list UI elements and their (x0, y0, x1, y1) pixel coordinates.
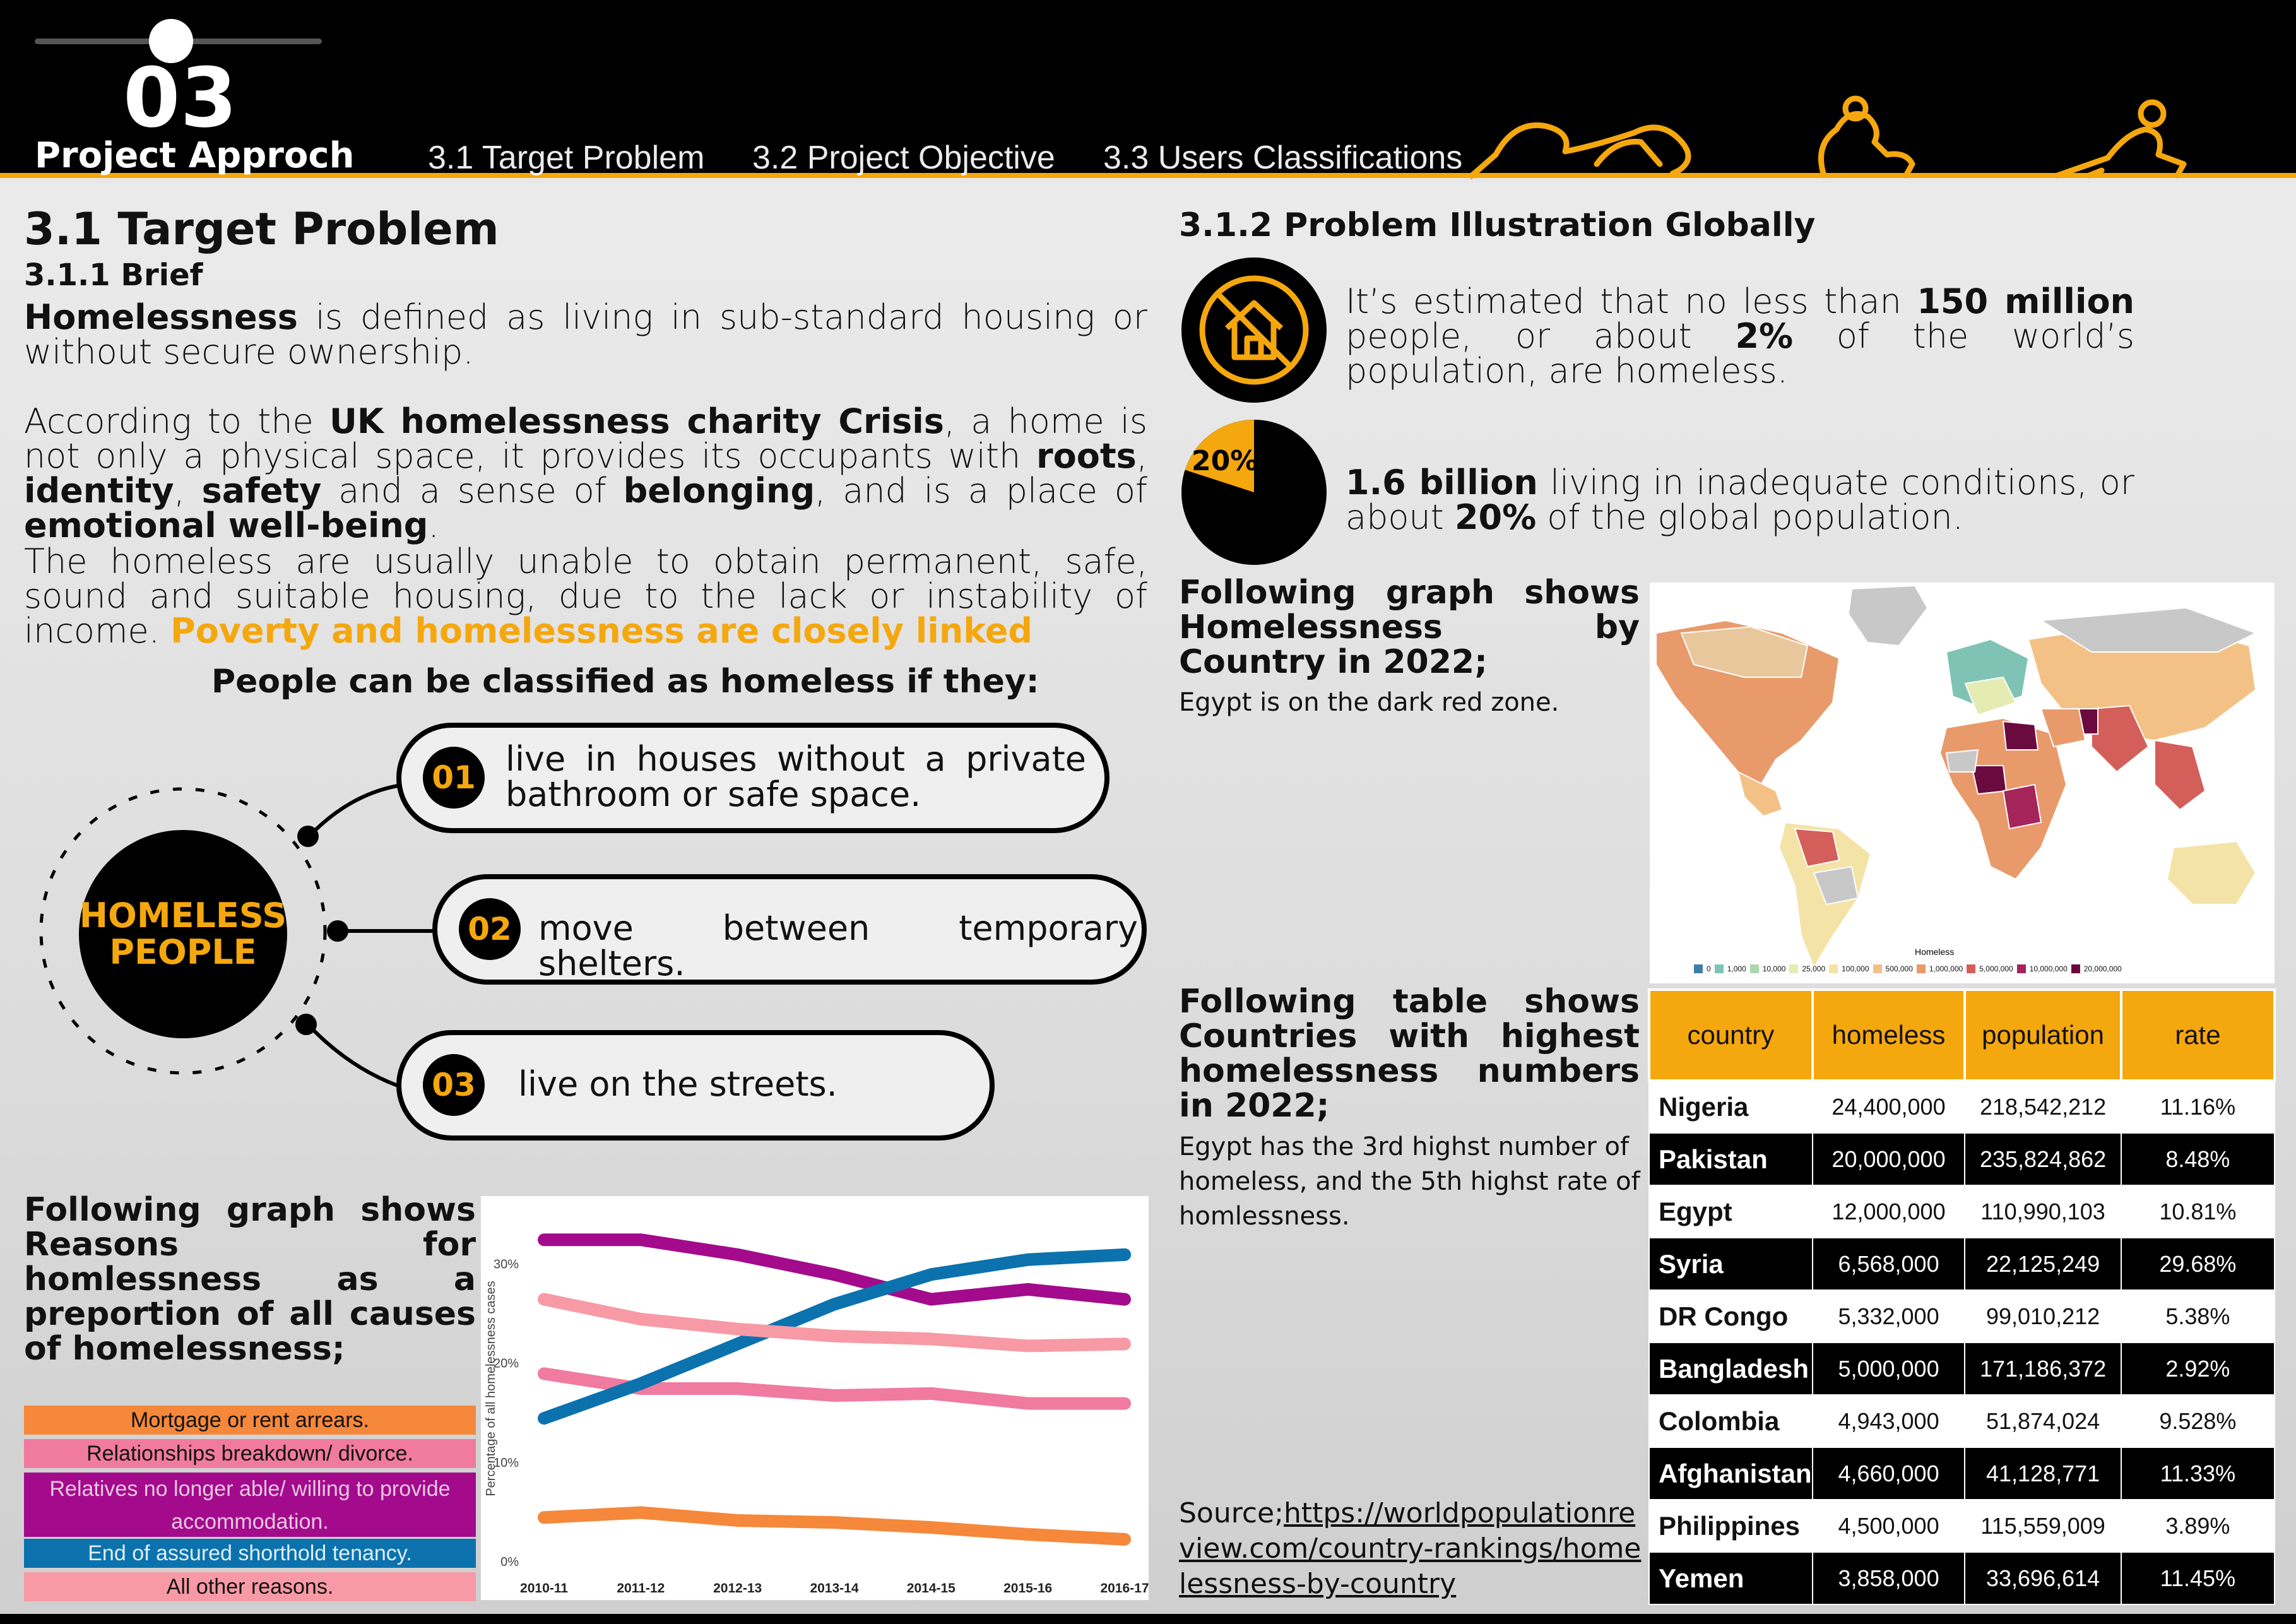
homeless-people-circle (79, 830, 287, 1038)
map-legend-label: 0 (1707, 964, 1711, 973)
cell-population: 235,824,862 (1965, 1133, 2121, 1185)
map-legend-label: 100,000 (1842, 964, 1869, 973)
data-point (1123, 1342, 1126, 1345)
table-row (1649, 1500, 2275, 1552)
map-legend-label: 1,000,000 (1929, 964, 1963, 973)
x-tick-label: 2015-16 (1003, 1581, 1053, 1596)
paragraph-definition (24, 297, 1147, 372)
data-point (930, 1337, 932, 1340)
cell-country: Nigeria (1649, 1081, 1813, 1133)
data-point (543, 1417, 545, 1420)
homeless-people-illustration (1471, 95, 2291, 180)
data-point (737, 1387, 739, 1390)
map-legend-swatch (1694, 964, 1703, 973)
criteria-item-1 (396, 723, 1110, 833)
cell-population: 41,128,771 (1965, 1447, 2121, 1500)
countries-table (1648, 988, 2276, 1605)
data-point (1027, 1344, 1029, 1347)
pie-label: 20% (1192, 445, 1258, 477)
cell-homeless: 5,332,000 (1813, 1290, 1965, 1342)
cell-country: Bangladesh (1649, 1342, 1813, 1395)
table-row (1649, 1238, 2275, 1290)
cell-homeless: 20,000,000 (1813, 1133, 1965, 1185)
section-title-global: 3.1.2 Problem Illustration Globally (1179, 206, 1816, 244)
data-point (1027, 1259, 1029, 1261)
map-legend-label: 10,000,000 (2029, 964, 2068, 973)
data-point (639, 1318, 642, 1320)
paragraph-crisis: According to the UK homelessness charity Crisis, a home is not only a physical space, it provides its occupants with roots, identity, safety and a sense of belonging, and is a place of emotional well-being. (24, 401, 1147, 545)
cell-rate: 8.48% (2121, 1133, 2275, 1185)
y-tick-label: 20% (493, 1356, 519, 1371)
tab-project-objective[interactable]: 3.2 Project Objective (752, 139, 1055, 176)
cell-country: Afghanistan (1649, 1447, 1813, 1500)
paragraph-poverty: The homeless are usually unable to obtain permanent, safe, sound and suitable housing, due to the lack or instability of income. Poverty and homelessness are closely linked (24, 542, 1147, 651)
legend-relationships: Relationships breakdown/ divorce. (24, 1439, 476, 1468)
data-point (833, 1273, 836, 1276)
footer-bar (0, 1614, 2296, 1624)
map-legend-title: Homeless (1915, 947, 1955, 957)
cell-rate: 5.38% (2121, 1290, 2275, 1342)
cell-country: Philippines (1649, 1500, 1813, 1552)
cell-rate: 10.81% (2121, 1185, 2275, 1238)
map-legend-label: 500,000 (1885, 964, 1913, 973)
map-legend-swatch (1750, 964, 1759, 973)
data-point (833, 1394, 836, 1397)
y-axis-label: Percentage of all homelessness cases (484, 1281, 498, 1497)
data-point (639, 1382, 642, 1385)
page-title: 3.1 Target Problem (24, 203, 499, 255)
criteria-number: 03 (423, 1054, 485, 1116)
map-legend-label: 25,000 (1802, 964, 1826, 973)
criteria-text: live on the streets. (518, 1064, 837, 1104)
no-house-icon (1181, 258, 1327, 403)
section-number: 03 (123, 50, 237, 146)
cell-homeless: 4,500,000 (1813, 1500, 1965, 1552)
th-population[interactable]: population (1965, 990, 2121, 1081)
legend-relatives: Relatives no longer able/ willing to provide accommodation. (24, 1473, 476, 1537)
data-point (833, 1521, 836, 1524)
cell-homeless: 24,400,000 (1813, 1081, 1965, 1133)
y-tick-label: 0% (500, 1555, 519, 1569)
poverty-highlight: Poverty and homelessness are closely linked (170, 611, 1033, 651)
source-citation (1179, 1496, 1643, 1602)
th-homeless[interactable]: homeless (1813, 990, 1965, 1081)
chart-svg (481, 1196, 1149, 1600)
data-point (930, 1392, 932, 1395)
data-point (1123, 1402, 1126, 1405)
pie-20-percent-icon (1181, 420, 1327, 565)
data-point (1027, 1288, 1029, 1291)
data-point (737, 1254, 739, 1256)
map-legend-swatch (1873, 964, 1882, 973)
term-homelessness: Homelessness (24, 297, 298, 337)
y-tick-label: 10% (493, 1455, 519, 1470)
cell-population: 22,125,249 (1965, 1238, 2121, 1290)
world-homelessness-map (1650, 583, 2275, 983)
x-tick-label: 2016-17 (1100, 1581, 1149, 1596)
cell-rate: 3.89% (2121, 1500, 2275, 1552)
tab-users-classifications[interactable]: 3.3 Users Classifications (1103, 139, 1463, 176)
map-legend-label: 20,000,000 (2083, 964, 2122, 973)
th-country[interactable]: country (1649, 990, 1813, 1081)
criteria-text: move between temporary shelters. (538, 908, 1138, 983)
x-tick-label: 2012-13 (713, 1581, 762, 1596)
map-legend-swatch (1715, 964, 1724, 973)
reasons-line-chart (481, 1196, 1149, 1600)
map-legend-label: 1,000 (1727, 964, 1746, 973)
table-row (1649, 1342, 2275, 1395)
cell-country: Syria (1649, 1238, 1813, 1290)
cell-population: 33,696,614 (1965, 1552, 2121, 1604)
map-legend-swatch (2071, 964, 2080, 973)
series-line-0 (544, 1512, 1125, 1539)
data-point (543, 1238, 545, 1241)
cell-homeless: 4,943,000 (1813, 1395, 1965, 1447)
map-legend-swatch (1789, 964, 1798, 973)
data-point (639, 1238, 642, 1241)
data-point (543, 1372, 545, 1375)
cell-rate: 11.45% (2121, 1552, 2275, 1604)
source-label: Source; (1179, 1497, 1284, 1529)
x-tick-label: 2014-15 (906, 1581, 956, 1596)
source-link[interactable]: https://worldpopulationreview.com/country-rankings/homelessness-by-country (1179, 1497, 1642, 1600)
map-legend-label: 10,000 (1762, 964, 1786, 973)
cell-country: Yemen (1649, 1552, 1813, 1604)
cell-population: 218,542,212 (1965, 1081, 2121, 1133)
cell-rate: 2.92% (2121, 1342, 2275, 1395)
cell-rate: 29.68% (2121, 1238, 2275, 1290)
y-tick-label: 30% (493, 1257, 519, 1272)
no-house-icon-svg (1181, 258, 1327, 403)
data-point (833, 1335, 836, 1337)
table-row (1649, 1133, 2275, 1185)
table-row (1649, 1395, 2275, 1447)
data-point (543, 1516, 545, 1519)
world-map-svg (1650, 583, 2275, 983)
cell-homeless: 6,568,000 (1813, 1238, 1965, 1290)
map-legend-swatch (1917, 964, 1926, 973)
data-point (1027, 1402, 1029, 1405)
map-caption: Following graph shows Homelessness by Country in 2022; (1179, 574, 1640, 681)
x-tick-label: 2010-11 (520, 1581, 568, 1596)
map-note: Egypt is on the dark red zone. (1179, 688, 1559, 717)
table-row (1649, 1552, 2275, 1604)
data-point (930, 1526, 932, 1529)
table-note: Egypt has the 3rd highst number of homeless, and the 5th highst rate of homlessness. (1179, 1132, 1640, 1231)
cell-country: Egypt (1649, 1185, 1813, 1238)
section-title: Project Approch (35, 135, 355, 176)
table-caption: Following table shows Countries with highest homelessness numbers in 2022; (1179, 983, 1640, 1125)
tab-target-problem[interactable]: 3.1 Target Problem (428, 139, 705, 176)
data-point (737, 1342, 739, 1345)
criteria-text: live in houses without a private bathroom or safe space. (506, 739, 1086, 814)
table-row (1649, 1290, 2275, 1342)
cell-homeless: 12,000,000 (1813, 1185, 1965, 1238)
data-point (1123, 1298, 1126, 1301)
series-line-2 (544, 1240, 1125, 1299)
cell-population: 171,186,372 (1965, 1342, 2121, 1395)
data-point (1123, 1538, 1126, 1541)
data-point (930, 1273, 932, 1276)
map-legend (1694, 961, 2262, 976)
cell-rate: 11.16% (2121, 1081, 2275, 1133)
legend-other: All other reasons. (24, 1572, 476, 1601)
cell-population: 115,559,009 (1965, 1500, 2121, 1552)
data-point (930, 1298, 932, 1301)
data-point (543, 1298, 545, 1301)
th-rate[interactable]: rate (2121, 990, 2275, 1081)
map-legend-swatch (1829, 964, 1838, 973)
x-tick-label: 2013-14 (810, 1581, 859, 1596)
data-point (833, 1303, 836, 1305)
cell-population: 99,010,212 (1965, 1290, 2121, 1342)
table-row (1649, 1447, 2275, 1500)
cell-homeless: 4,660,000 (1813, 1447, 1965, 1500)
cell-homeless: 3,858,000 (1813, 1552, 1965, 1604)
center-label-line2: PEOPLE (109, 932, 257, 972)
center-label-line1: HOMELESS (79, 896, 287, 935)
cell-rate: 11.33% (2121, 1447, 2275, 1500)
data-point (1027, 1533, 1029, 1536)
cell-country: Pakistan (1649, 1133, 1813, 1185)
table-row (1649, 1081, 2275, 1133)
cell-homeless: 5,000,000 (1813, 1342, 1965, 1395)
definition-text: is defined as living in sub-standard housing or without secure ownership. (24, 297, 1147, 372)
x-tick-label: 2011-12 (617, 1581, 665, 1596)
cell-population: 51,874,024 (1965, 1395, 2121, 1447)
data-point (1123, 1254, 1126, 1256)
map-legend-swatch (2017, 964, 2026, 973)
legend-tenancy: End of assured shorthold tenancy. (24, 1539, 476, 1568)
cell-country: Colombia (1649, 1395, 1813, 1447)
map-legend-label: 5,000,000 (1979, 964, 2013, 973)
criteria-number: 02 (459, 898, 521, 960)
data-point (737, 1328, 739, 1331)
criteria-number: 01 (423, 747, 485, 809)
classify-heading: People can be classified as homeless if they: (211, 663, 1039, 701)
data-point (639, 1511, 642, 1514)
cell-population: 110,990,103 (1965, 1185, 2121, 1238)
table-row (1649, 1185, 2275, 1238)
stat-inadequate-1-6b: 1.6 billion living in inadequate conditions, or about 20% of the global population. (1346, 463, 2134, 537)
reasons-graph-caption: Following graph shows Reasons for homlessness as a preportion of all causes of homelessness; (24, 1191, 476, 1368)
legend-mortgage: Mortgage or rent arrears. (24, 1406, 476, 1435)
criteria-item-2 (432, 874, 1147, 985)
criteria-item-3 (396, 1030, 995, 1141)
cell-rate: 9.528% (2121, 1395, 2275, 1447)
map-legend-swatch (1967, 964, 1975, 973)
data-point (737, 1519, 739, 1522)
subtitle-brief: 3.1.1 Brief (24, 258, 203, 293)
stat-homeless-150m: It’s estimated that no less than 150 million people, or about 2% of the world’s population, are homeless. (1346, 282, 2134, 391)
cell-country: DR Congo (1649, 1290, 1813, 1342)
